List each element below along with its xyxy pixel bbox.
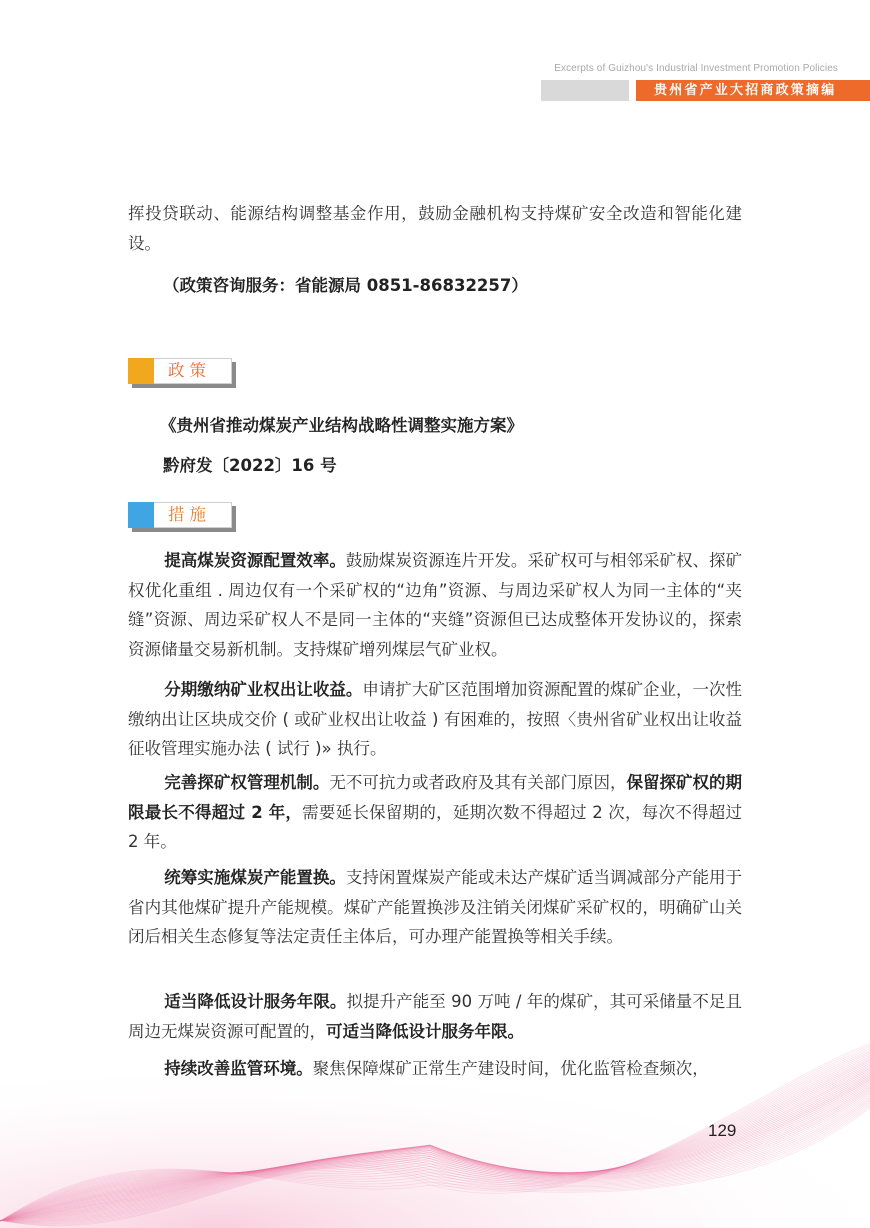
measures-tag-label: 措施: [168, 505, 211, 524]
measure-heading: 完善探矿权管理机制。: [164, 773, 330, 792]
measure-text: 鼓励煤炭资源连片开发。采矿权可与相邻采矿权、探矿权优化重组 . 周边仅有一个采矿权的“边角”资源、与周边采矿权人为同一主体的“夹缝”资源、周边采矿权人不是同一主体的“夹缝”资源但已达成整体开发协议的，探索资源储量交易新机制。支持煤矿增列煤层气矿业权。: [128, 551, 743, 659]
header-grey-block: [541, 80, 629, 101]
policy-tag-label: 政策: [168, 361, 211, 380]
measure-emphasis: 可适当降低设计服务年限。: [326, 1021, 524, 1041]
measure-emphasis: 保留探矿权的期限最长不得超过 2 年，: [128, 773, 743, 822]
policy-number: 黔府发〔2022〕16 号: [163, 456, 337, 475]
measure-paragraph: [128, 675, 742, 764]
measure-text: 支持闲置煤炭产能或未达产煤矿适当调减部分产能用于省内其他煤矿提升产能规模。煤矿产能置换涉及注销关闭煤矿采矿权的，明确矿山关闭后相关生态修复等法定责任主体后，可办理产能置换等相关手续。: [128, 868, 743, 946]
measure-paragraph: [128, 768, 742, 857]
header-english-title: Excerpts of Guizhou's Industrial Investment Promotion Policies: [554, 63, 838, 74]
measure-text: 拟提升产能至 90 万吨 / 年的煤矿，其可采储量不足且周边无煤炭资源可配置的，: [128, 992, 742, 1041]
measure-text: 无不可抗力或者政府及其有关部门原因，: [329, 773, 627, 792]
page-number: 129: [708, 1121, 737, 1140]
policy-title: 《贵州省推动煤炭产业结构战略性调整实施方案》: [160, 416, 523, 435]
measure-heading: 适当降低设计服务年限。: [164, 992, 347, 1011]
measure-paragraph: [128, 546, 742, 664]
measure-text: 需要延长保留期的，延期次数不得超过 2 次，每次不得超过 2 年。: [128, 802, 742, 851]
measure-heading: 提高煤炭资源配置效率。: [164, 551, 346, 570]
intro-paragraph: 挥投贷联动、能源结构调整基金作用，鼓励金融机构支持煤矿安全改造和智能化建设。: [128, 204, 742, 253]
measure-text: 聚焦保障煤矿正常生产建设时间，优化监管检查频次，: [312, 1059, 709, 1078]
measure-heading: 统筹实施煤炭产能置换。: [164, 868, 346, 887]
measure-paragraph: [128, 863, 742, 952]
measures-tag: [128, 502, 236, 532]
measure-heading: 持续改善监管环境。: [164, 1059, 313, 1078]
tag-accent-block: [128, 358, 154, 384]
policy-tag: [128, 358, 236, 388]
measure-heading: 分期缴纳矿业权出让收益。: [164, 680, 363, 699]
measure-paragraph: [128, 1054, 742, 1084]
measure-text: 申请扩大矿区范围增加资源配置的煤矿企业，一次性缴纳出让区块成交价 ( 或矿业权出让收益 ) 有困难的，按照〈贵州省矿业权出让收益征收管理实施办法 ( 试行 )» 执行。: [128, 680, 743, 758]
measure-paragraph: [128, 987, 742, 1046]
consult-line: （政策咨询服务：省能源局 0851-86832257）: [163, 276, 528, 295]
header-chinese-title: 贵州省产业大招商政策摘编: [636, 80, 870, 101]
tag-accent-block: [128, 502, 154, 528]
